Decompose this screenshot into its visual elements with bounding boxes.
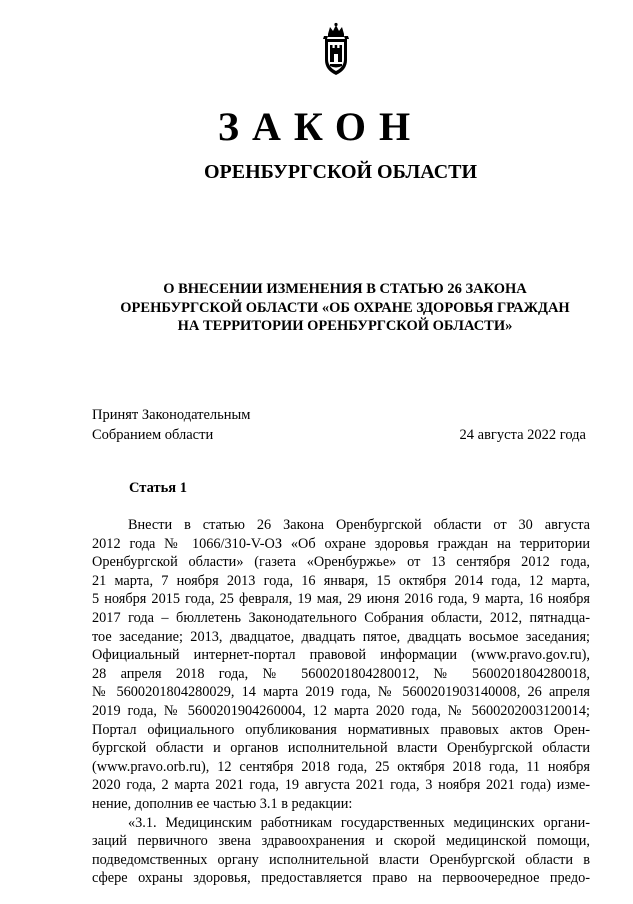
body-line: «3.1. Медицинским работникам государственных медицинских органи- bbox=[128, 814, 590, 831]
body-line: 2012 года № 1066/310-V-ОЗ «Об охране здоровья граждан на территории bbox=[92, 535, 590, 552]
adoption-line: Принят Законодательным bbox=[92, 407, 251, 423]
body-line: нение, дополнив ее частью 3.1 в редакции: bbox=[92, 795, 353, 812]
body-line: Оренбургской области» (газета «Оренбуржье» от 13 сентября 2012 года, bbox=[92, 554, 590, 571]
body-line: № 5600201804280029, 14 марта 2019 года, № 5600201903140008, 26 апреля bbox=[92, 684, 590, 701]
law-subject bbox=[95, 280, 595, 336]
body-line: подведомственных органу исполнительной власти Оренбургской области в bbox=[92, 851, 590, 868]
subject-line: НА ТЕРРИТОРИИ ОРЕНБУРГСКОЙ ОБЛАСТИ» bbox=[177, 318, 513, 334]
body-line: 28 апреля 2018 года, № 5600201804280012, № 5600201804280018, bbox=[92, 665, 590, 682]
body-line: 2017 года – бюллетень Законодательного Собрания области, 2012, пятнадца- bbox=[92, 609, 590, 626]
region-title: ОРЕНБУРГСКОЙ ОБЛАСТИ bbox=[203, 161, 478, 183]
subject-line: О ВНЕСЕНИИ ИЗМЕНЕНИЯ В СТАТЬЮ 26 ЗАКОНА bbox=[163, 281, 527, 297]
body-line: заций первичного звена здравоохранения и скорой медицинской помощи, bbox=[92, 833, 590, 850]
body-line: тое заседание; 2013, двадцатое, двадцать пятое, двадцать восьмое заседания; bbox=[92, 628, 590, 645]
body-line: (www.pravo.orb.ru), 12 сентября 2018 года, 25 октября 2018 года, 11 ноября bbox=[92, 758, 590, 775]
adoption-line: Собранием области bbox=[92, 427, 214, 443]
body-line: 2019 года, № 5600201904260004, 12 марта 2020 года, № 5600202003120014; bbox=[92, 702, 590, 719]
body-line: 2020 года, 2 марта 2021 года, 19 августа 2021 года, 3 ноября 2021 года) изме- bbox=[92, 777, 590, 794]
law-title: ЗАКОН bbox=[217, 104, 424, 149]
body-line: бургской области и органов исполнительной власти Оренбургской области bbox=[92, 740, 590, 757]
subject-line: ОРЕНБУРГСКОЙ ОБЛАСТИ «ОБ ОХРАНЕ ЗДОРОВЬЯ ГРАЖДАН bbox=[120, 299, 570, 316]
adoption-date: 24 августа 2022 года bbox=[459, 427, 586, 443]
body-line: Внести в статью 26 Закона Оренбургской области от 30 августа bbox=[128, 517, 590, 533]
article-body bbox=[92, 516, 590, 888]
body-line: Портал официального опубликования нормативных правовых актов Орен- bbox=[92, 721, 590, 738]
article-heading: Статья 1 bbox=[129, 480, 187, 496]
body-line: сфере охраны здоровья, предоставляется право на первоочередное предо- bbox=[92, 870, 590, 887]
body-line: 5 ноября 2015 года, 25 февраля, 19 мая, 29 июня 2016 года, 9 марта, 16 ноября bbox=[92, 591, 590, 608]
coat-of-arms-icon bbox=[318, 22, 354, 78]
adoption-note bbox=[92, 405, 250, 445]
body-line: Официальный интернет-портал правовой информации (www.pravo.gov.ru), bbox=[92, 647, 590, 664]
body-line: 21 марта, 7 ноября 2013 года, 16 января, 15 октября 2014 года, 12 марта, bbox=[92, 572, 590, 589]
